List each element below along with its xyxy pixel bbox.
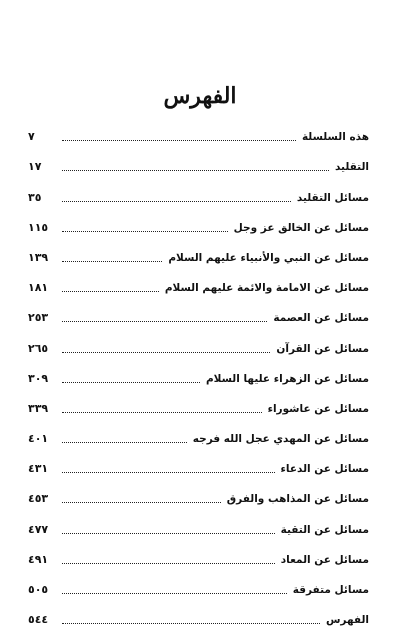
toc-page-number: ١١٥ bbox=[28, 220, 49, 234]
page-title: الفهرس bbox=[163, 83, 237, 109]
toc-row bbox=[28, 325, 369, 355]
toc-page-number: ٣٠٩ bbox=[28, 371, 49, 385]
dot-leader bbox=[62, 501, 221, 503]
toc-entry-label: مسائل عن عاشوراء bbox=[267, 402, 369, 415]
toc-row bbox=[28, 114, 369, 144]
dot-leader bbox=[62, 471, 275, 473]
toc-row bbox=[28, 295, 369, 325]
toc-page-number: ١٧ bbox=[28, 160, 42, 174]
toc-entry-label: مسائل عن المعاد bbox=[280, 553, 369, 566]
toc-entry-label: مسائل عن المذاهب والفرق bbox=[226, 493, 369, 506]
toc-page-number: ٧ bbox=[28, 130, 35, 144]
toc-row bbox=[28, 144, 369, 174]
toc-page-number: ٤٥٣ bbox=[28, 492, 49, 506]
dot-leader bbox=[62, 592, 287, 594]
dot-leader bbox=[62, 532, 275, 534]
dot-leader bbox=[62, 260, 162, 262]
table-of-contents bbox=[28, 114, 369, 627]
toc-page-number: ٣٣٩ bbox=[28, 401, 49, 415]
toc-row bbox=[28, 265, 369, 295]
toc-entry-label: مسائل التقليد bbox=[296, 191, 369, 204]
toc-row bbox=[28, 567, 369, 597]
toc-page-number: ٥٠٥ bbox=[28, 583, 49, 596]
dot-leader bbox=[62, 441, 187, 443]
dot-leader bbox=[62, 139, 296, 141]
toc-entry-label: مسائل عن التقية bbox=[280, 523, 369, 536]
toc-page-number: ٤٠١ bbox=[28, 432, 49, 446]
toc-entry-label: مسائل عن القرآن bbox=[276, 342, 369, 355]
toc-row bbox=[28, 506, 369, 536]
dot-leader bbox=[62, 290, 159, 292]
toc-page-number: ٤٩١ bbox=[28, 552, 49, 566]
toc-page-number: ٥٤٤ bbox=[28, 613, 49, 627]
dot-leader bbox=[62, 169, 329, 171]
toc-entry-label: مسائل عن الخالق عز وجل bbox=[233, 221, 369, 234]
toc-page-number: ٤٧٧ bbox=[28, 522, 49, 536]
toc-entry-label: مسائل عن الزهراء عليها السلام bbox=[205, 372, 369, 385]
toc-row bbox=[28, 235, 369, 265]
toc-row bbox=[28, 205, 369, 235]
toc-row bbox=[28, 537, 369, 567]
toc-row bbox=[28, 386, 369, 416]
toc-page-number: ٣٥ bbox=[28, 190, 42, 204]
dot-leader bbox=[62, 562, 275, 564]
dot-leader bbox=[62, 320, 267, 322]
toc-entry-label: مسائل متفرقة bbox=[292, 584, 369, 596]
toc-row bbox=[28, 356, 369, 386]
toc-row bbox=[28, 476, 369, 506]
toc-row bbox=[28, 446, 369, 476]
dot-leader bbox=[62, 351, 270, 353]
toc-page-number: ٤٣١ bbox=[28, 462, 49, 476]
toc-entry-label: مسائل عن العصمة bbox=[273, 312, 369, 325]
toc-entry-label: الفهرس bbox=[325, 614, 369, 627]
dot-leader bbox=[62, 200, 291, 202]
dot-leader bbox=[62, 622, 320, 624]
toc-entry-label: مسائل عن النبي والأنبياء عليهم السلام bbox=[168, 251, 369, 264]
dot-leader bbox=[62, 411, 262, 413]
toc-page-number: ١٨١ bbox=[28, 281, 49, 295]
dot-leader bbox=[62, 230, 228, 232]
toc-row bbox=[28, 174, 369, 204]
toc-entry-label: مسائل عن الدعاء bbox=[280, 463, 369, 476]
toc-page-number: ١٣٩ bbox=[28, 250, 49, 264]
toc-entry-label: هذه السلسلة bbox=[301, 131, 369, 144]
toc-page-number: ٢٥٣ bbox=[28, 311, 49, 325]
toc-row bbox=[28, 416, 369, 446]
toc-entry-label: مسائل عن الامامة والائمة عليهم السلام bbox=[164, 282, 369, 295]
toc-row bbox=[28, 597, 369, 627]
toc-page-number: ٢٦٥ bbox=[28, 341, 49, 355]
toc-entry-label: التقليد bbox=[334, 161, 369, 174]
toc-entry-label: مسائل عن المهدي عجل الله فرجه bbox=[192, 433, 369, 446]
dot-leader bbox=[62, 381, 200, 383]
